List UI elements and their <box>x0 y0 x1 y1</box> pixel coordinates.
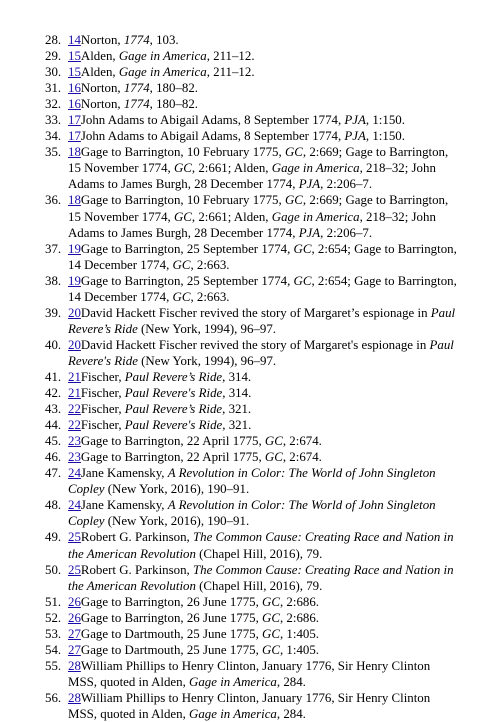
endnote-text: , 2:206–7. <box>320 225 373 240</box>
endnote-italic-text: GC <box>264 450 283 465</box>
endnote-item <box>0 449 500 465</box>
endnote-text: , 180–82. <box>149 97 198 112</box>
endnote-italic-text: GC <box>172 257 191 272</box>
endnote-text: , 103. <box>149 33 179 47</box>
endnote-text: Gage to Barrington, 22 April 1775, <box>80 434 265 449</box>
endnote-number: 52. <box>45 610 62 625</box>
endnote-number: 53. <box>45 626 62 641</box>
endnote-text: , 284. <box>276 674 306 689</box>
endnote-text: Robert G. Parkinson, <box>80 530 193 545</box>
endnote-text: , 2:686. <box>279 594 319 609</box>
endnote-backlink[interactable]: 28 <box>68 658 81 673</box>
endnote-text: (Chapel Hill, 2016), 79. <box>195 546 323 561</box>
endnote-italic-text: GC <box>262 626 280 641</box>
endnote-number: 36. <box>45 193 62 208</box>
endnote-number: 39. <box>45 305 62 320</box>
endnote-backlink[interactable]: 15 <box>68 49 81 64</box>
endnote-text: , 1:405. <box>279 626 319 641</box>
endnote-italic-text: GC <box>284 193 303 208</box>
endnote-italic-text: Gage in America <box>271 161 360 176</box>
endnote-backlink[interactable]: 24 <box>68 466 81 481</box>
endnote-text: Gage to Barrington, 10 February 1775, <box>80 145 285 160</box>
endnote-item <box>0 144 500 192</box>
endnote-text: Gage to Dartmouth, 25 June 1775, <box>80 626 263 641</box>
endnote-text: , 2:654; Gage to Barrington, 14 December 1774, <box>68 241 457 272</box>
endnote-number: 44. <box>45 418 62 433</box>
endnote-number: 31. <box>45 81 62 96</box>
endnote-number: 50. <box>45 562 62 577</box>
endnote-text: Alden, <box>80 49 119 64</box>
endnote-item <box>0 305 500 337</box>
endnote-italic-text: GC <box>172 289 191 304</box>
endnote-item <box>0 417 500 433</box>
endnote-italic-text: GC <box>173 161 192 176</box>
endnote-italic-text: GC <box>262 642 280 657</box>
endnote-number: 51. <box>45 594 62 609</box>
endnote-number: 34. <box>45 129 62 144</box>
endnote-item <box>0 433 500 449</box>
endnote-number: 55. <box>45 658 62 673</box>
endnote-italic-text: GC <box>264 434 283 449</box>
endnote-backlink[interactable]: 19 <box>68 241 81 256</box>
endnote-backlink[interactable]: 20 <box>68 337 81 352</box>
endnote-text: , 1:150. <box>365 113 405 128</box>
endnote-number: 32. <box>45 97 62 112</box>
endnote-text: Norton, <box>80 81 124 96</box>
endnote-text: , 2:674. <box>282 450 322 465</box>
endnote-number: 29. <box>45 49 62 64</box>
endnote-text: Gage to Dartmouth, 25 June 1775, <box>80 642 263 657</box>
endnote-item <box>0 48 500 64</box>
endnote-item <box>0 112 500 128</box>
endnote-item <box>0 192 500 240</box>
endnote-text: , 284. <box>276 706 306 721</box>
endnote-item <box>0 658 500 690</box>
endnote-text: Gage to Barrington, 25 September 1774, <box>80 241 294 256</box>
endnote-item <box>0 401 500 417</box>
endnote-italic-text: PJA <box>298 225 321 240</box>
endnote-text: (Chapel Hill, 2016), 79. <box>195 578 323 593</box>
endnote-number: 38. <box>45 273 62 288</box>
endnote-backlink[interactable]: 22 <box>68 418 81 433</box>
endnote-backlink[interactable]: 22 <box>68 402 81 417</box>
endnote-text: Fischer, <box>80 402 125 417</box>
endnote-item <box>0 128 500 144</box>
endnote-italic-text: GC <box>262 594 280 609</box>
endnote-text: David Hackett Fischer revived the story of Margaret’s espionage in <box>80 305 431 320</box>
endnote-text: , 2:661; Alden, <box>191 209 272 224</box>
endnote-item <box>0 562 500 594</box>
endnote-text: Gage to Barrington, 25 September 1774, <box>80 273 294 288</box>
endnote-item <box>0 529 500 561</box>
endnote-backlink[interactable]: 26 <box>68 594 81 609</box>
endnote-item <box>0 465 500 497</box>
endnote-text: David Hackett Fischer revived the story of Margaret's espionage in <box>80 337 430 352</box>
endnote-item <box>0 626 500 642</box>
endnote-item <box>0 610 500 626</box>
endnote-text: Norton, <box>80 97 124 112</box>
endnote-text: John Adams to Abigail Adams, 8 September 1774, <box>80 113 345 128</box>
endnote-text: (New York, 1994), 96–97. <box>137 353 277 368</box>
endnote-text: Fischer, <box>80 418 125 433</box>
endnote-backlink[interactable]: 27 <box>68 642 81 657</box>
endnote-number: 33. <box>45 113 62 128</box>
endnote-italic-text: The Common Cause: Creating Race and Nation in the American Revolution <box>68 530 454 561</box>
endnote-italic-text: GC <box>284 145 303 160</box>
endnote-italic-text: PJA <box>344 113 366 128</box>
endnote-italic-text: The Common Cause: Creating Race and Nation in the American Revolution <box>68 562 454 593</box>
endnote-number: 30. <box>45 65 62 80</box>
endnote-text: , 321. <box>222 418 252 433</box>
endnote-italic-text: Paul Revere’s Ride <box>124 369 223 384</box>
endnote-backlink[interactable]: 28 <box>68 690 81 705</box>
endnote-text: Norton, <box>80 33 124 47</box>
endnote-text: William Phillips to Henry Clinton, January 1776, Sir Henry Clinton MSS, quoted in Alden, <box>68 658 431 689</box>
endnote-text: , 2:663. <box>190 289 230 304</box>
endnote-text: , 211–12. <box>206 65 255 80</box>
endnote-italic-text: PJA <box>344 129 366 144</box>
endnote-text: , 2:206–7. <box>320 177 373 192</box>
endnote-backlink[interactable]: 26 <box>68 610 81 625</box>
endnote-text: Gage to Barrington, 26 June 1775, <box>80 610 263 625</box>
endnote-text: Gage to Barrington, 10 February 1775, <box>80 193 285 208</box>
endnote-text: , 2:669; Gage to Barrington, 15 November 1774, <box>68 193 449 224</box>
endnote-italic-text: 1774 <box>123 81 150 96</box>
endnote-text: , 1:405. <box>279 642 319 657</box>
endnote-italic-text: Paul Revere's Ride <box>68 337 454 368</box>
endnote-text: , 2:663. <box>190 257 230 272</box>
endnote-text: Robert G. Parkinson, <box>80 562 193 577</box>
endnote-italic-text: GC <box>173 209 192 224</box>
endnote-number: 49. <box>45 530 62 545</box>
endnote-backlink[interactable]: 15 <box>68 65 81 80</box>
endnote-backlink[interactable]: 24 <box>68 498 81 513</box>
endnote-text: , 2:654; Gage to Barrington, 14 December 1774, <box>68 273 457 304</box>
endnote-backlink[interactable]: 21 <box>68 386 81 401</box>
endnote-item <box>0 273 500 305</box>
endnote-text: John Adams to Abigail Adams, 8 September 1774, <box>80 129 345 144</box>
endnote-italic-text: Paul Revere’s Ride <box>124 402 223 417</box>
endnote-italic-text: GC <box>293 241 312 256</box>
endnote-number: 28. <box>45 33 62 47</box>
endnote-item <box>0 594 500 610</box>
endnote-item <box>0 64 500 80</box>
endnote-text: , 180–82. <box>149 81 198 96</box>
endnote-backlink[interactable]: 23 <box>68 434 81 449</box>
endnote-text: William Phillips to Henry Clinton, January 1776, Sir Henry Clinton MSS, quoted in Alden, <box>68 690 431 721</box>
endnote-item <box>0 497 500 529</box>
endnote-italic-text: A Revolution in Color: The World of John Singleton Copley <box>68 466 436 497</box>
endnote-number: 35. <box>45 145 62 160</box>
endnote-text: , 218–32; John Adams to James Burgh, 28 December 1774, <box>68 209 436 240</box>
endnote-text: , 2:669; Gage to Barrington, 15 November 1774, <box>68 145 449 176</box>
endnote-text: Alden, <box>80 65 119 80</box>
endnote-italic-text: PJA <box>298 177 321 192</box>
endnote-number: 37. <box>45 241 62 256</box>
endnote-backlink[interactable]: 25 <box>68 530 81 545</box>
endnote-item <box>0 642 500 658</box>
endnote-backlink[interactable]: 14 <box>68 33 81 47</box>
endnote-backlink[interactable]: 19 <box>68 273 81 288</box>
endnote-text: (New York, 2016), 190–91. <box>104 514 250 529</box>
endnote-italic-text: GC <box>293 273 312 288</box>
endnote-text: Fischer, <box>80 369 125 384</box>
endnote-item <box>0 385 500 401</box>
endnote-italic-text: Gage in America <box>189 674 277 689</box>
endnote-backlink[interactable]: 18 <box>68 193 81 208</box>
endnote-item <box>0 96 500 112</box>
endnote-number: 46. <box>45 450 62 465</box>
endnote-number: 47. <box>45 466 62 481</box>
endnote-backlink[interactable]: 25 <box>68 562 81 577</box>
endnote-italic-text: Gage in America <box>118 49 207 64</box>
endnote-italic-text: Gage in America <box>118 65 207 80</box>
endnote-text: Fischer, <box>80 386 125 401</box>
endnote-number: 41. <box>45 369 62 384</box>
endnote-italic-text: Paul Revere's Ride <box>124 386 223 401</box>
endnote-number: 54. <box>45 642 62 657</box>
endnote-italic-text: Gage in America <box>271 209 360 224</box>
endnote-italic-text: 1774 <box>123 97 150 112</box>
endnote-text: , 314. <box>222 386 252 401</box>
endnote-number: 43. <box>45 402 62 417</box>
endnote-text: , 321. <box>222 402 252 417</box>
endnote-backlink[interactable]: 21 <box>68 369 81 384</box>
endnote-text: , 2:686. <box>279 610 319 625</box>
endnote-text: Gage to Barrington, 26 June 1775, <box>80 594 263 609</box>
endnote-text: , 1:150. <box>365 129 405 144</box>
endnote-italic-text: GC <box>262 610 280 625</box>
endnote-italic-text: A Revolution in Color: The World of John Singleton Copley <box>68 498 436 529</box>
endnote-text: Jane Kamensky, <box>80 466 168 481</box>
endnote-text: Jane Kamensky, <box>80 498 168 513</box>
endnote-number: 48. <box>45 498 62 513</box>
endnotes-list <box>0 32 500 722</box>
endnote-backlink[interactable]: 27 <box>68 626 81 641</box>
endnote-italic-text: 1774 <box>123 33 150 47</box>
endnote-text: Gage to Barrington, 22 April 1775, <box>80 450 265 465</box>
endnote-backlink[interactable]: 16 <box>68 81 81 96</box>
endnote-backlink[interactable]: 17 <box>68 113 81 128</box>
endnote-item <box>0 80 500 96</box>
endnote-text: (New York, 1994), 96–97. <box>137 321 277 336</box>
endnote-text: , 2:674. <box>282 434 322 449</box>
endnote-item <box>0 369 500 385</box>
endnote-text: , 314. <box>222 369 252 384</box>
endnote-item <box>0 241 500 273</box>
endnote-italic-text: Paul Revere's Ride <box>124 418 223 433</box>
endnote-text: , 211–12. <box>206 49 255 64</box>
endnote-backlink[interactable]: 16 <box>68 97 81 112</box>
endnote-italic-text: Gage in America <box>189 706 277 721</box>
endnote-text: , 2:661; Alden, <box>191 161 272 176</box>
endnote-text: (New York, 2016), 190–91. <box>104 482 250 497</box>
endnote-item <box>0 337 500 369</box>
endnote-backlink[interactable]: 20 <box>68 305 81 320</box>
endnote-backlink[interactable]: 18 <box>68 145 81 160</box>
endnote-number: 45. <box>45 434 62 449</box>
endnote-backlink[interactable]: 23 <box>68 450 81 465</box>
endnote-text: , 218–32; John Adams to James Burgh, 28 December 1774, <box>68 161 436 192</box>
endnote-number: 40. <box>45 337 62 352</box>
endnote-number: 42. <box>45 386 62 401</box>
endnote-number: 56. <box>45 690 62 705</box>
endnote-item <box>0 32 500 48</box>
endnote-backlink[interactable]: 17 <box>68 129 81 144</box>
endnote-italic-text: Paul Revere’s Ride <box>68 305 456 336</box>
